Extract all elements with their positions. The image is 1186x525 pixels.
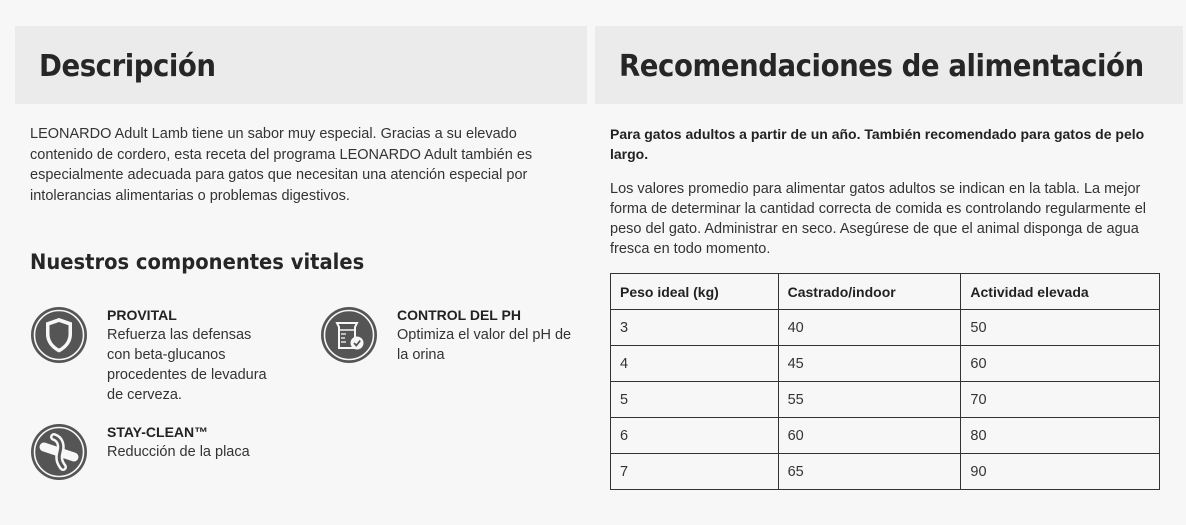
table-cell: 6: [611, 418, 779, 454]
component-description: Optimiza el valor del pH de la orina: [397, 327, 572, 363]
table-cell: 7: [611, 454, 779, 490]
component-title: STAY-CLEAN™: [107, 424, 209, 440]
ph-beaker-icon: [320, 306, 378, 364]
component-description: Reducción de la placa: [107, 444, 250, 460]
table-cell: 3: [611, 310, 779, 346]
recommendations-header: [595, 26, 1183, 104]
recommendations-intro: Para gatos adultos a partir de un año. También recomendado para gatos de pelo largo.: [610, 126, 1145, 162]
table-cell: 80: [961, 418, 1160, 454]
component-title: PROVITAL: [107, 307, 177, 323]
column-header-high-activity: Actividad elevada: [961, 274, 1160, 310]
table-cell: 55: [778, 382, 961, 418]
table-header-row: [611, 274, 1160, 310]
column-header-neutered-indoor: Castrado/indoor: [778, 274, 961, 310]
table-cell: 65: [778, 454, 961, 490]
feeding-table: [610, 273, 1160, 490]
description-heading: Descripción: [39, 49, 216, 84]
description-text: LEONARDO Adult Lamb tiene un sabor muy especial. Gracias a su elevado contenido de cordero, esta receta del programa LEONARDO Adult también es especialmente adecuada para gatos que necesitan una atención especial por intolerancias alimentarias o problemas digestivos.: [30, 126, 533, 204]
component-description: Refuerza las defensas con beta-glucanos procedentes de levadura de cerveza.: [107, 327, 267, 403]
component-title: CONTROL DEL PH: [397, 307, 521, 323]
table-row: [611, 382, 1160, 418]
table-cell: 60: [778, 418, 961, 454]
recommendations-heading: Recomendaciones de alimentación: [619, 49, 1144, 84]
description-header: [15, 26, 587, 104]
vitals-heading: Nuestros componentes vitales: [30, 250, 365, 274]
table-cell: 50: [961, 310, 1160, 346]
table-cell: 45: [778, 346, 961, 382]
table-row: [611, 418, 1160, 454]
table-cell: 4: [611, 346, 779, 382]
tooth-brush-icon: [30, 423, 88, 481]
table-cell: 90: [961, 454, 1160, 490]
table-row: [611, 346, 1160, 382]
table-cell: 5: [611, 382, 779, 418]
table-cell: 70: [961, 382, 1160, 418]
recommendations-body: Los valores promedio para alimentar gatos adultos se indican en la tabla. La mejor forma de determinar la cantidad correcta de comida es controlando regularmente el peso del gato. Administrar en seco. Asegúrese de que el animal disponga de agua fresca en todo momento.: [610, 181, 1146, 257]
table-cell: 60: [961, 346, 1160, 382]
table-row: [611, 310, 1160, 346]
shield-icon: [30, 306, 88, 364]
table-cell: 40: [778, 310, 961, 346]
column-header-weight: Peso ideal (kg): [611, 274, 779, 310]
table-row: [611, 454, 1160, 490]
